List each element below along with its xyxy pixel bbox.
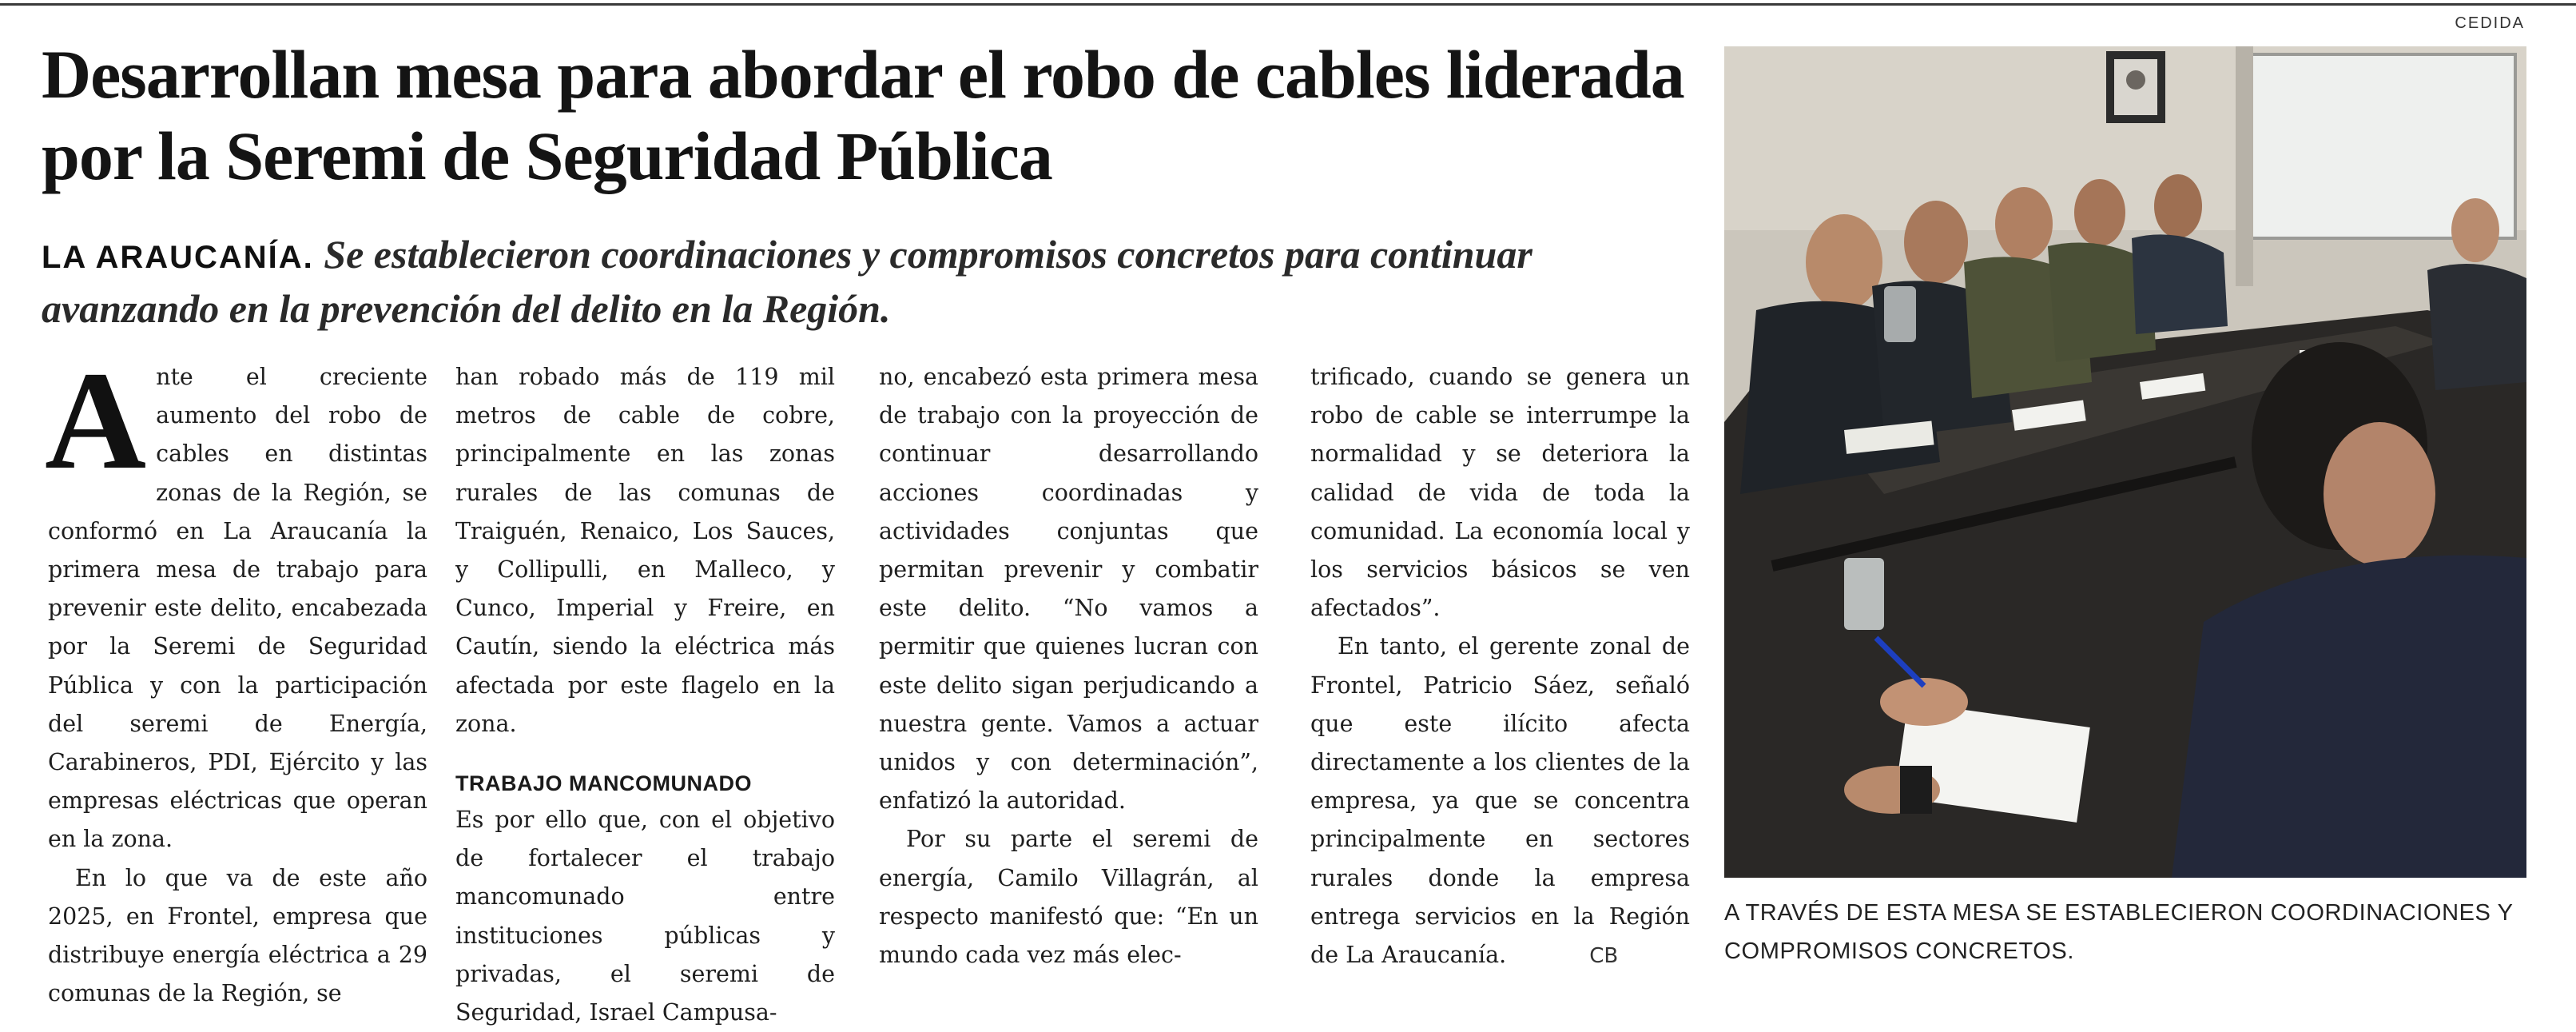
article-paragraph: han robado más de 119 mil metros de cable de cobre, principalmente en las zonas rurales de las comunas de Traiguén, Renaico, Los Sauces, y Collipulli, en Malleco, y Cunco, Imperial y Freire, en Cautín, siendo la eléctrica más afectada por este flagelo en la zona. <box>455 364 835 737</box>
article-paragraph: trificado, cuando se genera un robo de cable se interrumpe la normalidad y se deteriora la calidad de vida de toda la comunidad. La economía local y los servicios básicos se ven afectados”. <box>1310 364 1690 622</box>
top-rule <box>0 3 2576 6</box>
drop-cap: A <box>45 343 147 499</box>
article-column-2 <box>455 358 835 1032</box>
meeting-photo <box>1724 46 2526 878</box>
photo-caption: A TRAVÉS DE ESTA MESA SE ESTABLECIERON COORDINACIONES Y COMPROMISOS CONCRETOS. <box>1724 900 2514 964</box>
headline: Desarrollan mesa para abordar el robo de cables liderada por la Seremi de Seguridad Pública <box>42 36 1684 194</box>
article-paragraph <box>1310 628 1690 975</box>
article-paragraph: Es por ello que, con el objetivo de fortalecer el trabajo mancomunado entre instituciones públicas y privadas, el seremi de Seguridad, Israel Campusa- <box>455 807 835 1026</box>
article-paragraph: En lo que va de este año 2025, en Frontel, empresa que distribuye energía eléctrica a 29 comunas de la Región, se <box>48 864 427 1007</box>
deck-location: LA ARAUCANÍA. <box>42 240 314 275</box>
end-mark-icon: CB <box>1589 944 1619 969</box>
meeting-illustration <box>1724 46 2526 878</box>
article-column-1 <box>45 343 427 1013</box>
paragraph-text: En tanto, el gerente zonal de Frontel, Patricio Sáez, señaló que este ilícito afecta directamente a los clientes de la empresa, ya que se concentra principalmente en sectores rurales donde la empresa entrega servicios en la Región de La Araucanía. <box>1310 633 1690 969</box>
photo-credit: CEDIDA <box>2455 14 2525 32</box>
article-paragraph: Por su parte el seremi de energía, Camilo Villagrán, al respecto manifestó que: “En un mundo cada vez más elec- <box>879 826 1258 969</box>
section-subhead: TRABAJO MANCOMUNADO <box>455 771 752 796</box>
deck <box>42 229 1688 334</box>
article-paragraph: no, encabezó esta primera mesa de trabajo con la proyección de continuar desarrollando acciones coordinadas y actividades conjuntas que permitan prevenir y combatir este delito. “No vamos a permitir que quienes lucran con este delito sigan perjudicando a nuestra gente. Vamos a actuar unidos y con determinación”, enfatizó la autoridad. <box>879 364 1258 815</box>
article-column-3 <box>879 358 1258 974</box>
paragraph-text: nte el creciente aumento del robo de cables en distintas zonas de la Región, se conformó en La Araucanía la primera mesa de trabajo para prevenir este delito, encabezada por la Seremi de Seguridad Pública y con la participación del seremi de Energía, Carabineros, PDI, Ejército y las empresas eléctricas que operan en la zona. <box>48 364 427 853</box>
article-column-4 <box>1310 358 1690 975</box>
article-paragraph <box>45 343 427 859</box>
deck-text: Se establecieron coordinaciones y compromisos concretos para continuar avanzando en la prevención del delito en la Región. <box>42 232 1532 331</box>
